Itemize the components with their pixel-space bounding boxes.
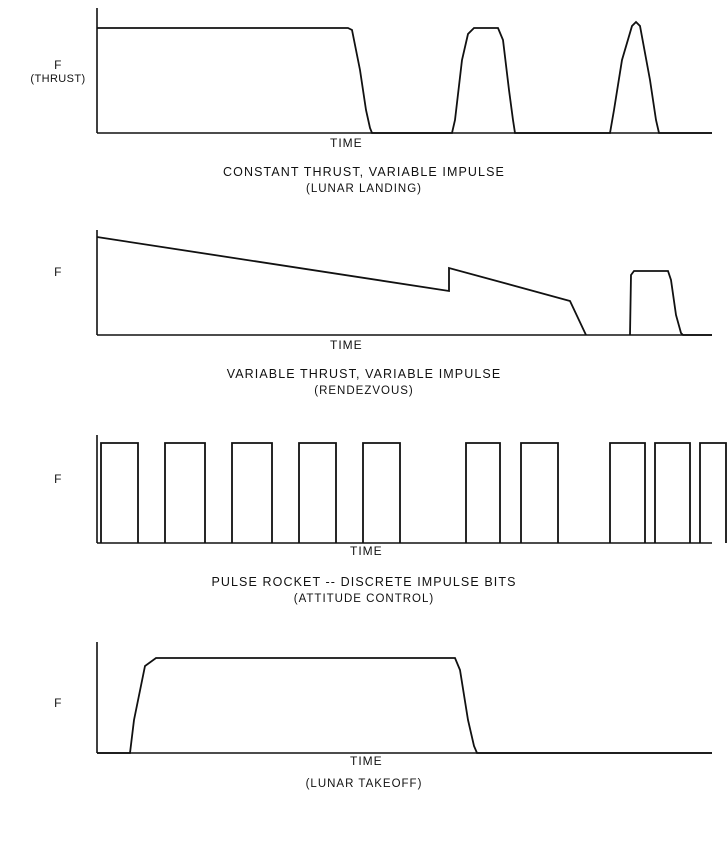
panel-rendezvous (0, 205, 728, 410)
panel-lunar-landing (0, 0, 728, 205)
thrust-pulse-trace (630, 271, 712, 335)
chart-svg-lunar-landing (0, 0, 728, 150)
pulse-bar (521, 443, 558, 543)
pulse-bar (610, 443, 645, 543)
panel-caption-1 (0, 164, 728, 198)
plot-area-rendezvous (0, 205, 728, 353)
plot-area-lunar-landing (0, 0, 728, 150)
y-axis-label: F (54, 472, 62, 486)
panel-caption-3 (0, 574, 728, 608)
y-axis-label: F (54, 696, 62, 710)
pulse-bar (700, 443, 726, 543)
plot-area-lunar-takeoff (0, 620, 728, 770)
panel-lunar-takeoff (0, 620, 728, 810)
caption-subtext: (LUNAR LANDING) (306, 183, 422, 195)
thrust-trace (97, 658, 712, 753)
chart-svg-attitude-control (0, 410, 728, 562)
thrust-trace (97, 22, 712, 133)
pulse-bar (363, 443, 400, 543)
panel-caption-4 (0, 776, 728, 793)
panel-attitude-control (0, 410, 728, 620)
caption-subtext: (ATTITUDE CONTROL) (293, 593, 435, 605)
pulse-bar (232, 443, 272, 543)
y-axis-label: F (54, 265, 62, 279)
caption-text: PULSE ROCKET -- DISCRETE IMPULSE BITS (211, 575, 517, 589)
y-axis-label: F (54, 58, 62, 72)
x-axis-label: TIME (330, 338, 363, 352)
chart-svg-rendezvous (0, 205, 728, 353)
pulse-train (101, 443, 726, 543)
x-axis-label: TIME (330, 136, 363, 150)
panel-caption-2 (0, 366, 728, 400)
x-axis-label: TIME (350, 544, 383, 558)
caption-text: CONSTANT THRUST, VARIABLE IMPULSE (223, 165, 505, 179)
caption-subtext: (LUNAR TAKEOFF) (305, 778, 423, 790)
caption-text: VARIABLE THRUST, VARIABLE IMPULSE (226, 367, 502, 381)
pulse-bar (299, 443, 336, 543)
pulse-bar (165, 443, 205, 543)
x-axis-label: TIME (350, 754, 383, 768)
pulse-bar (655, 443, 690, 543)
chart-svg-lunar-takeoff (0, 620, 728, 770)
y-axis-label-sub: (THRUST) (30, 73, 86, 85)
pulse-bar (466, 443, 500, 543)
pulse-bar (101, 443, 138, 543)
caption-subtext: (RENDEZVOUS) (314, 385, 414, 397)
thrust-trace (97, 237, 586, 335)
plot-area-attitude-control (0, 410, 728, 562)
